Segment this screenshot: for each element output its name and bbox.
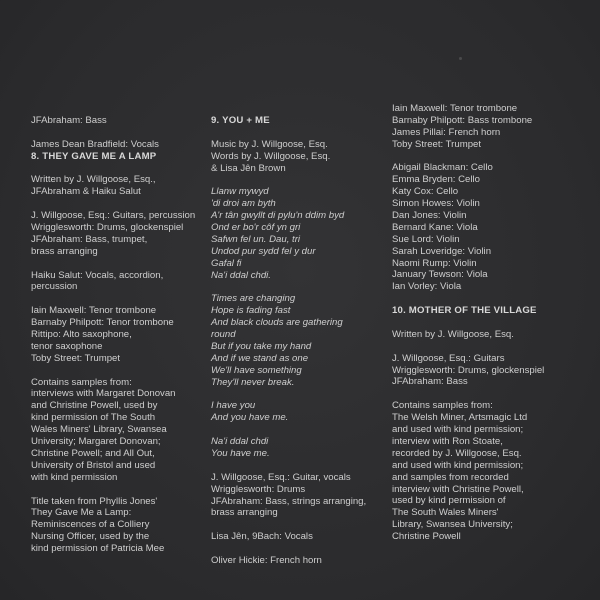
lyric-line: But if you take my hand: [211, 340, 312, 352]
credit-line: percussion: [31, 281, 78, 293]
lyrics-english: [211, 293, 366, 388]
title-note: [31, 496, 195, 555]
block-b: [31, 139, 195, 151]
credit-line: James Pillai: French horn: [392, 126, 501, 138]
credit-line: and used with kind permission;: [392, 424, 524, 436]
block-a: [31, 115, 195, 127]
lyric-line: I have you: [211, 400, 256, 412]
track-heading-8: 8. THEY GAVE ME A LAMP: [31, 150, 157, 162]
credit-line: Dan Jones: Violin: [392, 210, 467, 222]
credit-line: & Lisa Jên Brown: [211, 162, 286, 174]
credit-line: Barnaby Philpott: Bass trombone: [392, 114, 533, 126]
credit-line: University; Margaret Donovan;: [31, 436, 161, 448]
credit-line: Barnaby Philpott: Tenor trombone: [31, 317, 174, 329]
written-credits: [392, 329, 544, 341]
samples-note: [31, 377, 195, 484]
credit-line: Contains samples from:: [392, 400, 493, 412]
column-3: [392, 103, 544, 543]
credit-line: kind permission of Patricia Mee: [31, 543, 165, 555]
credit-line: Christine Powell: [392, 531, 461, 543]
credit-line: Toby Street: Trumpet: [392, 138, 482, 150]
credit-line: Wrigglesworth: Drums, glockenspiel: [392, 364, 545, 376]
credit-line: recorded by J. Willgoose, Esq.: [392, 447, 522, 459]
credit-line: JFAbraham: Bass: [31, 115, 107, 126]
credit-line: Toby Street: Trumpet: [31, 352, 121, 364]
lyric-line: Ond er bo'r côf yn gri: [211, 222, 301, 234]
lyric-line: round: [211, 329, 236, 341]
credit-line: Simon Howes: Violin: [392, 198, 480, 210]
written-credits: [31, 174, 195, 198]
credit-line: J. Willgoose, Esq.: Guitars, percussion: [31, 210, 196, 222]
credit-line: kind permission of The South: [31, 412, 156, 424]
credit-line: Music by J. Willgoose, Esq.: [211, 138, 328, 150]
credit-line: Wales Miners' Library, Swansea: [31, 424, 167, 436]
lyric-line: We'll have something: [211, 364, 302, 376]
credit-line: interviews with Margaret Donovan: [31, 388, 176, 400]
credit-line: Sarah Loveridge: Violin: [392, 245, 492, 257]
column-1: [31, 115, 195, 555]
credit-line: JFAbraham: Bass, strings arranging,: [211, 495, 367, 507]
lyric-line: Safwn fel un. Dau, tri: [211, 233, 301, 245]
credit-line: and Christine Powell, used by: [31, 400, 158, 412]
lyric-line: Gafal fi: [211, 257, 242, 269]
lyric-line: Undod pur sydd fel y dur: [211, 245, 316, 257]
brass-credits: [392, 103, 544, 151]
column-2: [211, 115, 366, 567]
print-speck: [459, 57, 462, 60]
credit-line: Library, Swansea University;: [392, 519, 513, 531]
track-heading-9: 9. YOU + ME: [211, 115, 270, 126]
credit-line: J. Willgoose, Esq.: Guitars: [392, 352, 505, 364]
credit-line: used by kind permission of: [392, 495, 506, 507]
credit-line: They Gave Me a Lamp:: [31, 507, 132, 519]
credit-line: James Dean Bradfield: Vocals: [31, 138, 159, 150]
lyric-line: Na'i ddal chdi.: [211, 269, 271, 281]
credit-line: Title taken from Phyllis Jones': [31, 495, 158, 507]
credit-line: Sue Lord: Violin: [392, 233, 460, 245]
credit-line: JFAbraham: Bass: [392, 376, 468, 388]
lyric-line: Llanw mywyd: [211, 186, 269, 198]
credit-line: Oliver Hickie: French horn: [211, 554, 322, 566]
credit-line: Written by J. Willgoose, Esq.,: [31, 174, 156, 186]
credit-line: brass arranging: [31, 245, 98, 257]
credit-line: Emma Bryden: Cello: [392, 174, 480, 186]
credit-line: Wrigglesworth: Drums: [211, 483, 306, 495]
credit-line: Ian Vorley: Viola: [392, 281, 462, 293]
credit-line: The Welsh Miner, Artsmagic Ltd: [392, 412, 528, 424]
player-credits: [392, 353, 544, 389]
credit-line: Contains samples from:: [31, 376, 132, 388]
credit-line: J. Willgoose, Esq.: Guitar, vocals: [211, 471, 351, 483]
lyrics-short: [211, 400, 366, 424]
credit-line: Lisa Jên, 9Bach: Vocals: [211, 531, 313, 543]
credit-line: brass arranging: [211, 507, 278, 519]
string-credits: [392, 162, 544, 293]
credit-line: January Tewson: Viola: [392, 269, 488, 281]
track-heading-10: 10. MOTHER OF THE VILLAGE: [392, 305, 537, 317]
credit-line: Written by J. Willgoose, Esq.: [392, 328, 514, 340]
credit-line: Nursing Officer, used by the: [31, 531, 150, 543]
brass-credits: [31, 305, 195, 364]
horn-credits: [211, 555, 366, 567]
credit-line: and samples from recorded: [392, 471, 509, 483]
lyric-line: Hope is fading fast: [211, 305, 291, 317]
credit-line: The South Wales Miners': [392, 507, 499, 519]
lyric-line: And black clouds are gathering: [211, 317, 343, 329]
credit-line: and used with kind permission;: [392, 459, 524, 471]
credit-line: interview with Ron Stoate,: [392, 435, 503, 447]
credit-line: Abigail Blackman: Cello: [392, 162, 493, 174]
haiku-credits: [31, 270, 195, 294]
credit-line: Words by J. Willgoose, Esq.: [211, 150, 331, 162]
lyric-line: And you have me.: [211, 412, 289, 424]
credit-line: University of Bristol and used: [31, 459, 156, 471]
written-credits: [211, 139, 366, 175]
credit-line: Haiku Salut: Vocals, accordion,: [31, 269, 164, 281]
lyric-line: A'r tân gwyllt di pylu'n ddim byd: [211, 210, 345, 222]
lyric-line: They'll never break.: [211, 376, 295, 388]
samples-note: [392, 400, 544, 543]
credit-line: Naomi Rump: Violin: [392, 257, 477, 269]
player-credits: [31, 210, 195, 258]
lyric-line: Times are changing: [211, 293, 296, 305]
vocal-credits: [211, 531, 366, 543]
lyrics-end: [211, 436, 366, 460]
credit-line: JFAbraham: Bass, trumpet,: [31, 233, 148, 245]
credit-line: Rittipo: Alto saxophone,: [31, 329, 132, 341]
player-credits: [211, 472, 366, 520]
credit-line: JFAbraham & Haiku Salut: [31, 186, 141, 198]
credit-line: Wrigglesworth: Drums, glockenspiel: [31, 222, 184, 234]
credit-line: interview with Christine Powell,: [392, 483, 524, 495]
lyric-line: And if we stand as one: [211, 352, 309, 364]
credit-line: Iain Maxwell: Tenor trombone: [31, 305, 157, 317]
credit-line: Katy Cox: Cello: [392, 186, 459, 198]
credit-line: tenor saxophone: [31, 340, 103, 352]
credit-line: Bernard Kane: Viola: [392, 221, 478, 233]
lyric-line: You have me.: [211, 447, 270, 459]
lyric-line: 'di droi am byth: [211, 198, 276, 210]
credit-line: with kind permission: [31, 471, 118, 483]
lyrics-welsh: [211, 186, 366, 281]
credit-line: Reminiscences of a Colliery: [31, 519, 150, 531]
lyric-line: Na'i ddal chdi: [211, 436, 269, 448]
credit-line: Iain Maxwell: Tenor trombone: [392, 103, 518, 114]
credit-line: Christine Powell; and All Out,: [31, 447, 155, 459]
